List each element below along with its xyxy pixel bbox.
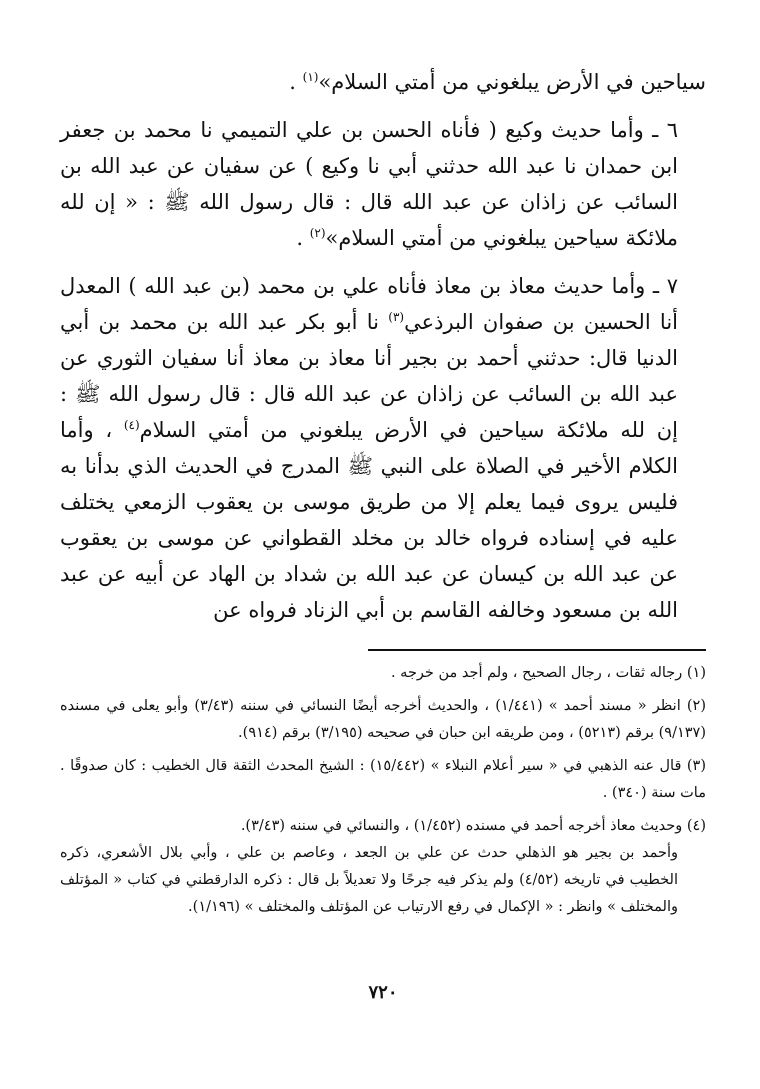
document-page xyxy=(60,64,706,1089)
footnote-3: (٣) قال عنه الذهبي في « سير أعلام النبلاء » (١٥/٤٤٢) : الشيخ المحدث الثقة قال الخطيب : كان صدوقًا . مات سنة (٣٤٠) . xyxy=(60,758,706,801)
footnote-4: (٤) وحديث معاذ أخرجه أحمد في مسنده (١/٤٥٢) ، والنسائي في سننه (٣/٤٣). xyxy=(240,818,706,834)
paragraph-continuation xyxy=(60,64,706,100)
paragraph-end: . xyxy=(289,70,303,94)
footnote-ref-2[interactable]: (٢) xyxy=(309,226,326,240)
paragraph-6 xyxy=(60,112,706,256)
footnotes xyxy=(60,660,706,921)
paragraph-text: ، وأما الكلام الأخير في الصلاة على النبي ﷺ المدرج في الحديث الذي بدأنا به فليس يروى فيما يعلم إلا من طريق موسى بن يعقوب الزمعي يختلف عليه في إسناده فرواه خالد بن مخلد القطواني عن موسى بن يعقوب عن عبد الله بن كيسان عن عبد الله بن شداد بن الهاد عن أبيه عن عبد الله بن مسعود وخالفه القاسم بن أبي الزناد فرواه عن xyxy=(60,418,678,622)
footnote-ref-1[interactable]: (١) xyxy=(302,70,319,84)
page-number: ٧٢٠ xyxy=(368,982,398,1003)
paragraph-text: نا أبو بكر عبد الله بن محمد بن أبي الدنيا قال: حدثني أحمد بن بجير أنا معاذ بن معاذ أنا سفيان الثوري عن عبد الله بن السائب عن زاذان عن عبد الله قال : قال رسول الله ﷺ : إن لله ملائكة سياحين في الأرض يبلغوني من أمتي السلام xyxy=(60,310,678,442)
footnote-separator xyxy=(368,649,706,651)
footnote-2: (٢) انظر « مسند أحمد » (١/٤٤١) ، والحديث أخرجه أيضًا النسائي في سننه (٣/٤٣) وأبو يعلى في مسنده (٩/١٣٧) برقم (٥٢١٣) ، ومن طريقه ابن حبان في صحيحه (٣/١٩٥) برقم (٩١٤). xyxy=(60,698,707,741)
paragraph-text: ٦ ـ وأما حديث وكيع ( فأناه الحسن بن علي التميمي نا محمد بن جعفر ابن حمدان نا عبد الله حدثني أبي نا وكيع ) عن سفيان عن عبد الله بن السائب عن زاذان عن عبد الله قال : قال رسول الله ﷺ : « إن لله ملائكة سياحين يبلغوني من أمتي السلام» xyxy=(60,118,678,250)
main-text xyxy=(60,64,706,628)
paragraph-text: سياحين في الأرض يبلغوني من أمتي السلام» xyxy=(318,70,706,94)
paragraph-text: ٧ ـ وأما حديث معاذ بن معاذ فأناه علي بن محمد (بن عبد الله ) المعدل أنا الحسين بن صفوان البرذعي xyxy=(60,274,678,334)
footnote-1: (١) رجاله ثقات ، رجال الصحيح ، ولم أجد من خرجه . xyxy=(390,665,706,681)
footnote-ref-3[interactable]: (٣) xyxy=(388,310,405,324)
paragraph-7 xyxy=(60,268,706,628)
paragraph-end: . xyxy=(296,226,310,250)
footnote-4-continuation: وأحمد بن بجير هو الذهلي حدث عن علي بن الجعد ، وعاصم بن علي ، وأبي بلال الأشعري، ذكره الخطيب في تاريخه (٤/٥٢) ولم يذكر فيه جرحًا ولا تعديلاً بل قال : ذكره الدارقطني في كتاب « المؤتلف والمختلف » وانظر : « الإكمال في رفع الارتياب عن المؤتلف والمختلف » (١/١٩٦). xyxy=(60,845,678,915)
footnote-ref-4[interactable]: (٤) xyxy=(123,418,140,432)
